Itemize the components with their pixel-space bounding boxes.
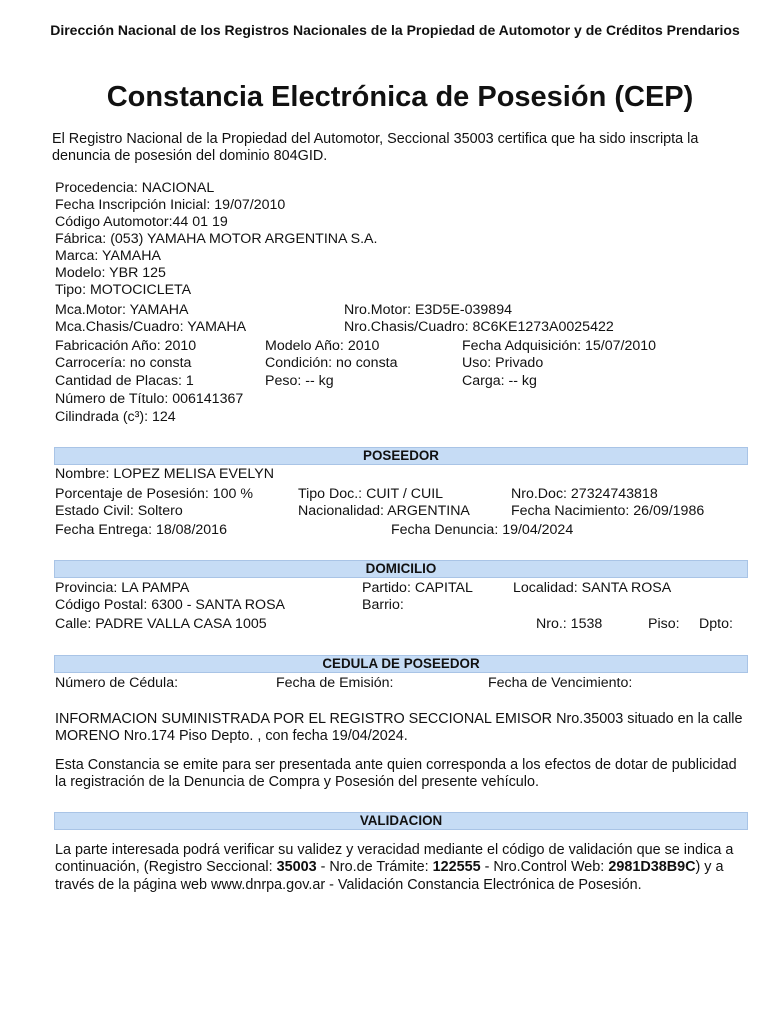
nro-doc-field: Nro.Doc: 27324743818	[511, 486, 658, 502]
validacion-section-header: VALIDACION	[54, 812, 748, 830]
dpto-field: Dpto:	[699, 616, 733, 632]
poseedor-section-header: POSEEDOR	[54, 447, 748, 465]
fecha-inscripcion-field: Fecha Inscripción Inicial: 19/07/2010	[55, 197, 286, 213]
cilindrada-field: Cilindrada (c³): 124	[55, 409, 176, 425]
nro-field: Nro.: 1538	[536, 616, 603, 632]
partido-field: Partido: CAPITAL	[362, 580, 473, 596]
fecha-entrega-field: Fecha Entrega: 18/08/2016	[55, 522, 227, 538]
nro-chasis-field: Nro.Chasis/Cuadro: 8C6KE1273A0025422	[344, 319, 614, 335]
fecha-vencimiento-field: Fecha de Vencimiento:	[488, 675, 633, 691]
fecha-nacimiento-field: Fecha Nacimiento: 26/09/1986	[511, 503, 705, 519]
provincia-field: Provincia: LA PAMPA	[55, 580, 190, 596]
registro-seccional-code: 35003	[276, 859, 317, 876]
fabricacion-anio-field: Fabricación Año: 2010	[55, 338, 197, 354]
cantidad-placas-field: Cantidad de Placas: 1	[55, 373, 194, 389]
condicion-field: Condición: no consta	[265, 355, 398, 371]
nro-motor-field: Nro.Motor: E3D5E-039894	[344, 302, 512, 318]
document-title: Constancia Electrónica de Posesión (CEP)	[106, 81, 694, 113]
uso-field: Uso: Privado	[462, 355, 544, 371]
porcentaje-posesion-field: Porcentaje de Posesión: 100 %	[55, 486, 253, 502]
info-registro-paragraph: INFORMACION SUMINISTRADA POR EL REGISTRO SECCIONAL EMISOR Nro.35003 situado en la calle MORENO Nro.174 Piso Depto. , con fecha 19/04/2024.	[55, 711, 743, 745]
marca-field: Marca: YAMAHA	[55, 248, 161, 264]
peso-field: Peso: -- kg	[265, 373, 334, 389]
mca-motor-field: Mca.Motor: YAMAHA	[55, 302, 189, 318]
tipo-field: Tipo: MOTOCICLETA	[55, 282, 192, 298]
fabrica-field: Fábrica: (053) YAMAHA MOTOR ARGENTINA S.A.	[55, 231, 378, 247]
carroceria-field: Carrocería: no consta	[55, 355, 192, 371]
validacion-paragraph	[55, 842, 752, 894]
validacion-text-1: La parte interesada podrá verificar su validez y veracidad mediante el código de validación que se indica a continuación, (Registro Seccional:	[55, 842, 734, 876]
modelo-field: Modelo: YBR 125	[55, 265, 166, 281]
control-web-code: 2981D38B9C	[608, 859, 696, 876]
codigo-postal-field: Código Postal: 6300 - SANTA ROSA	[55, 597, 285, 613]
validacion-text-3: - Nro.Control Web:	[480, 859, 609, 876]
codigo-automotor-field: Código Automotor:44 01 19	[55, 214, 228, 230]
numero-cedula-field: Número de Cédula:	[55, 675, 179, 691]
organization-header: Dirección Nacional de los Registros Nacionales de la Propiedad de Automotor y de Créditos Prendarios	[50, 22, 740, 38]
fecha-emision-field: Fecha de Emisión:	[276, 675, 394, 691]
fecha-adquisicion-field: Fecha Adquisición: 15/07/2010	[462, 338, 657, 354]
numero-titulo-field: Número de Título: 006141367	[55, 391, 244, 407]
modelo-anio-field: Modelo Año: 2010	[265, 338, 380, 354]
piso-field: Piso:	[648, 616, 680, 632]
estado-civil-field: Estado Civil: Soltero	[55, 503, 183, 519]
validacion-text-4: ) y a través de la página web www.dnrpa.gov.ar - Validación Constancia Electrónica de Posesión.	[55, 859, 724, 893]
calle-field: Calle: PADRE VALLA CASA 1005	[55, 616, 267, 632]
constancia-note-paragraph: Esta Constancia se emite para ser presentada ante quien corresponda a los efectos de dotar de publicidad la registración de la Denuncia de Compra y Posesión del presente vehículo.	[55, 757, 737, 791]
domicilio-section-header: DOMICILIO	[54, 560, 748, 578]
barrio-field: Barrio:	[362, 597, 404, 613]
nacionalidad-field: Nacionalidad: ARGENTINA	[298, 503, 470, 519]
nro-tramite-code: 122555	[432, 859, 481, 876]
fecha-denuncia-field: Fecha Denuncia: 19/04/2024	[391, 522, 574, 538]
localidad-field: Localidad: SANTA ROSA	[513, 580, 672, 596]
tipo-doc-field: Tipo Doc.: CUIT / CUIL	[298, 486, 444, 502]
cedula-section-header: CEDULA DE POSEEDOR	[54, 655, 748, 673]
intro-paragraph: El Registro Nacional de la Propiedad del Automotor, Seccional 35003 certifica que ha sido inscripta la denuncia de posesión del dominio 804GID.	[52, 131, 699, 165]
validacion-text-2: - Nro.de Trámite:	[316, 859, 433, 876]
carga-field: Carga: -- kg	[462, 373, 537, 389]
nombre-field: Nombre: LOPEZ MELISA EVELYN	[55, 466, 274, 482]
mca-chasis-field: Mca.Chasis/Cuadro: YAMAHA	[55, 319, 247, 335]
procedencia-field: Procedencia: NACIONAL	[55, 180, 215, 196]
